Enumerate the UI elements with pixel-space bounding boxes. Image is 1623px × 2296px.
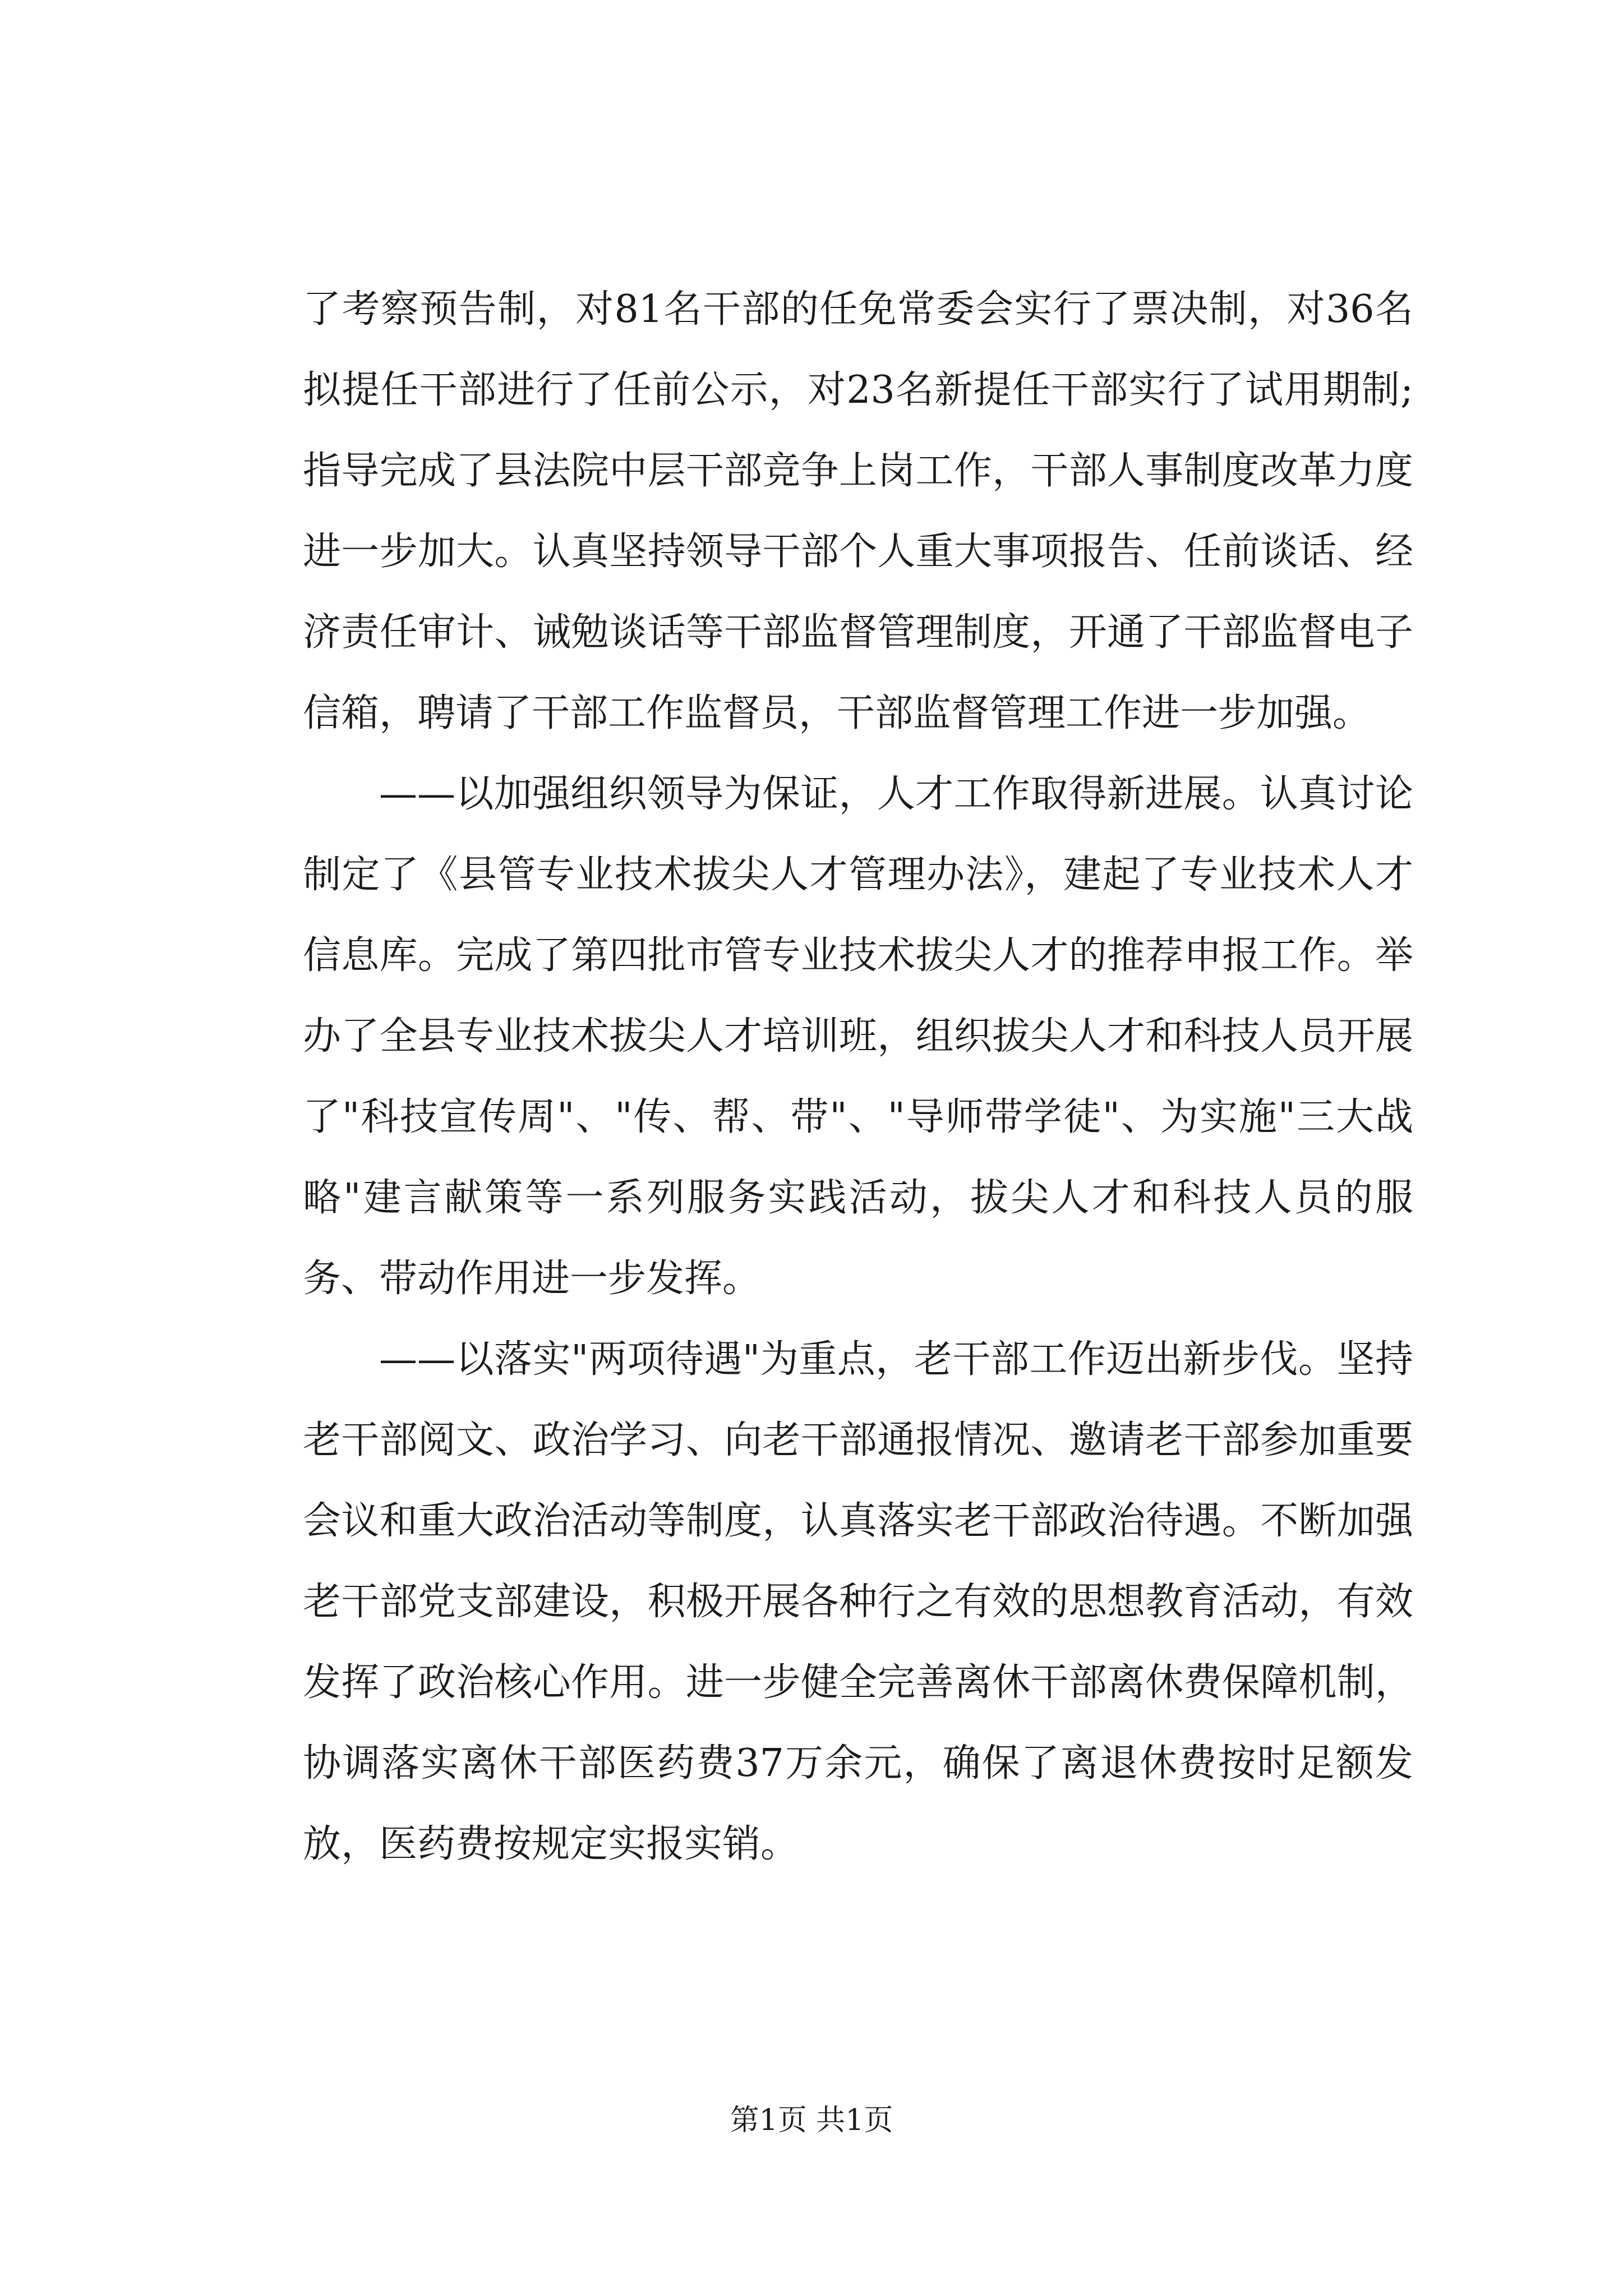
paragraph-1: 了考察预告制，对81名干部的任免常委会实行了票决制，对36名拟提任干部进行了任前公示，对23名新提任干部实行了试用期制;指导完成了县法院中层干部竞争上岗工作，干部人事制度改革力度进一步加大。认真坚持领导干部个人重大事项报告、任前谈话、经济责任审计、诫勉谈话等干部监督管理制度，开通了干部监督电子信箱，聘请了干部工作监督员，干部监督管理工作进一步加强。 [303, 287, 1413, 735]
page-footer: 第1页 共1页 [730, 2104, 893, 2137]
paragraph-3: ——以落实"两项待遇"为重点，老干部工作迈出新步伐。坚持老干部阅文、政治学习、向老干部通报情况、邀请老干部参加重要会议和重大政治活动等制度，认真落实老干部政治待遇。不断加强老干部党支部建设，积极开展各种行之有效的思想教育活动，有效发挥了政治核心作用。进一步健全完善离休干部离休费保障机制，协调落实离休干部医药费37万余元，确保了离退休费按时足额发放，医药费按规定实报实销。 [303, 1337, 1413, 1866]
document-body [303, 269, 1413, 1885]
paragraph-2: ——以加强组织领导为保证，人才工作取得新进展。认真讨论制定了《县管专业技术拔尖人才管理办法》，建起了专业技术人才信息库。完成了第四批市管专业技术拔尖人才的推荐申报工作。举办了全县专业技术拔尖人才培训班，组织拔尖人才和科技人员开展了"科技宣传周"、"传、帮、带"、"导师带学徒"、为实施"三大战略"建言献策等一系列服务实践活动，拔尖人才和科技人员的服务、带动作用进一步发挥。 [303, 772, 1413, 1301]
